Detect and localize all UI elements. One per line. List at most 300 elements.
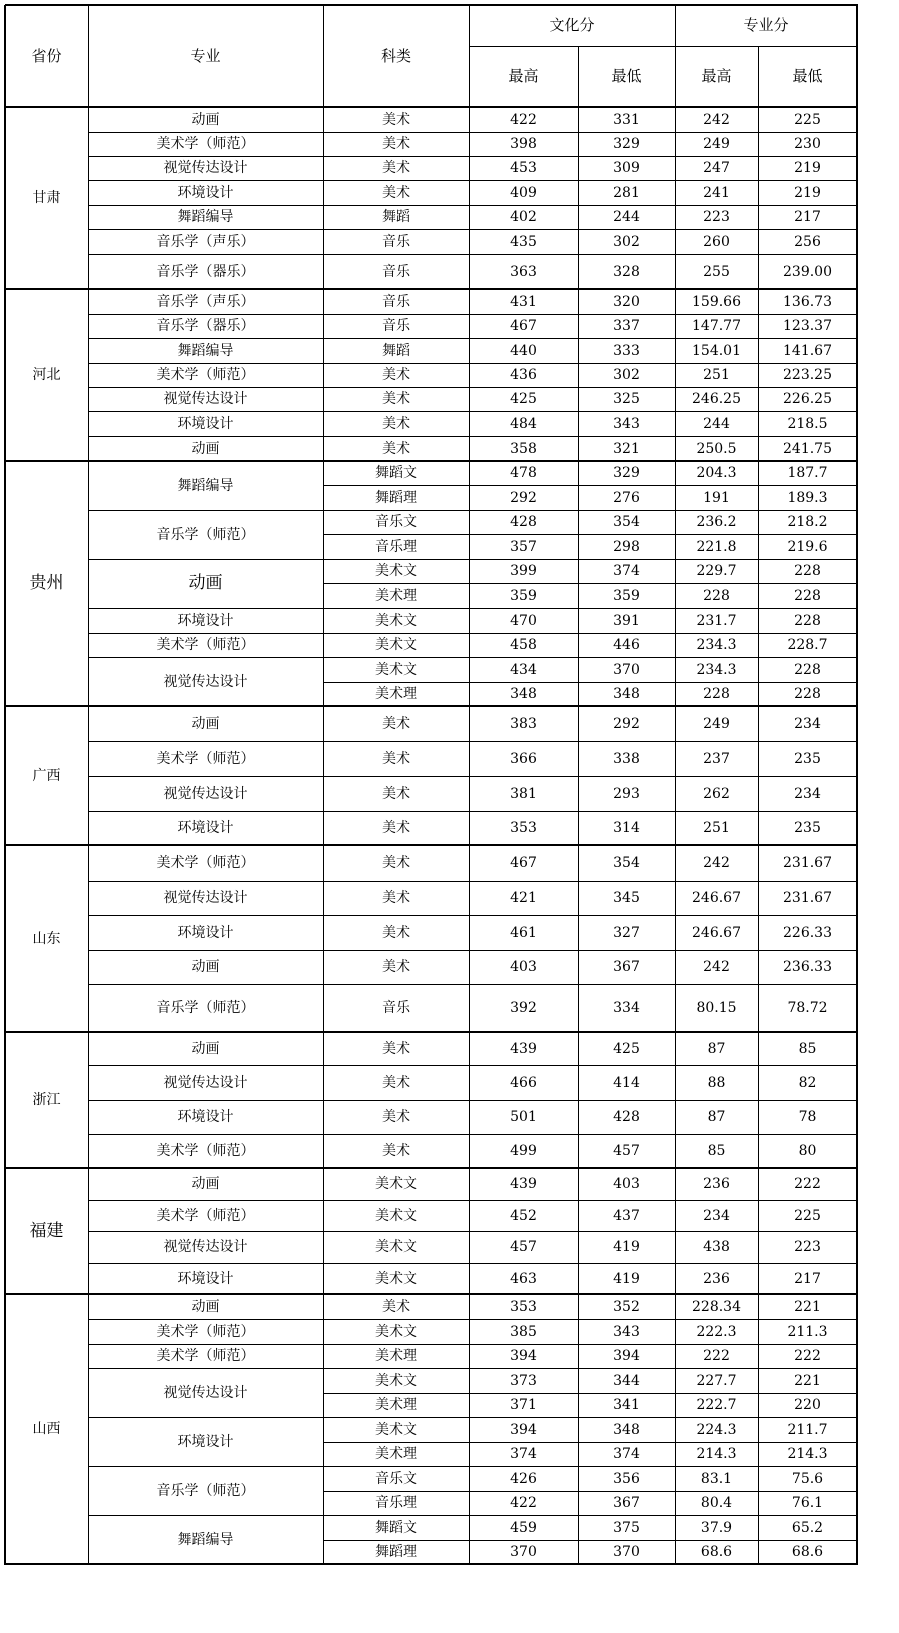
category-cell: 音乐文 bbox=[375, 514, 417, 530]
table-rule bbox=[856, 461, 858, 707]
professional-max-cell: 260 bbox=[703, 233, 730, 250]
culture-min-cell: 325 bbox=[613, 391, 640, 407]
professional-min-cell: 220 bbox=[794, 1397, 821, 1413]
category-cell: 美术文 bbox=[375, 1239, 417, 1255]
culture-min-cell: 419 bbox=[613, 1239, 640, 1255]
culture-max-cell: 434 bbox=[510, 661, 537, 678]
category-cell: 美术 bbox=[382, 750, 410, 767]
header-professional-min: 最低 bbox=[792, 67, 823, 85]
professional-max-cell: 222 bbox=[703, 1348, 730, 1364]
culture-max-cell: 366 bbox=[510, 750, 537, 767]
professional-min-cell: 211.7 bbox=[787, 1421, 828, 1438]
category-cell: 美术 bbox=[382, 367, 410, 383]
table-rule bbox=[469, 461, 470, 707]
table-rule bbox=[4, 1032, 6, 1169]
culture-min-cell: 334 bbox=[613, 1000, 640, 1016]
table-rule bbox=[323, 5, 324, 108]
culture-max-cell: 470 bbox=[510, 612, 537, 629]
culture-min-cell: 419 bbox=[613, 1270, 640, 1287]
culture-max-cell: 458 bbox=[510, 637, 537, 653]
category-cell: 音乐 bbox=[382, 318, 410, 334]
table-rule bbox=[675, 461, 676, 707]
table-rule bbox=[578, 46, 579, 108]
professional-max-cell: 236.2 bbox=[696, 514, 737, 530]
professional-min-cell: 189.3 bbox=[787, 489, 828, 506]
professional-min-cell: 65.2 bbox=[791, 1519, 824, 1536]
culture-max-cell: 440 bbox=[510, 342, 537, 359]
table-rule bbox=[675, 289, 676, 462]
culture-max-cell: 394 bbox=[510, 1348, 537, 1364]
culture-min-cell: 375 bbox=[613, 1519, 640, 1536]
table-rule bbox=[758, 1032, 759, 1169]
category-cell: 舞蹈 bbox=[382, 209, 410, 225]
professional-max-cell: 234.3 bbox=[696, 637, 737, 653]
professional-min-cell: 228 bbox=[794, 612, 821, 629]
table-rule bbox=[758, 107, 759, 290]
professional-max-cell: 242 bbox=[703, 855, 730, 871]
professional-max-cell: 255 bbox=[703, 263, 730, 280]
province-cell: 福建 bbox=[29, 1220, 64, 1241]
culture-min-cell: 367 bbox=[613, 1495, 640, 1511]
major-cell: 舞蹈编导 bbox=[177, 477, 234, 494]
table-rule bbox=[4, 289, 6, 462]
professional-max-cell: 251 bbox=[703, 367, 730, 383]
table-rule bbox=[758, 706, 759, 846]
major-cell: 美术学（师范） bbox=[156, 1323, 255, 1340]
professional-max-cell: 191 bbox=[703, 489, 730, 506]
table-rule bbox=[856, 706, 858, 846]
professional-max-cell: 249 bbox=[703, 136, 730, 152]
table-rule bbox=[323, 289, 324, 462]
culture-max-cell: 371 bbox=[510, 1397, 537, 1413]
professional-max-cell: 236 bbox=[703, 1270, 730, 1287]
table-rule bbox=[856, 5, 858, 108]
professional-max-cell: 241 bbox=[703, 184, 730, 201]
category-cell: 舞蹈文 bbox=[375, 465, 417, 481]
table-rule bbox=[469, 1294, 470, 1565]
table-rule bbox=[856, 1294, 858, 1565]
professional-min-cell: 228 bbox=[794, 661, 821, 678]
major-cell: 环境设计 bbox=[177, 612, 234, 629]
major-cell: 视觉传达设计 bbox=[163, 1239, 248, 1255]
category-cell: 音乐理 bbox=[375, 538, 417, 555]
major-cell: 音乐学（师范） bbox=[156, 1482, 255, 1499]
professional-max-cell: 223 bbox=[703, 209, 730, 225]
major-cell: 环境设计 bbox=[177, 1270, 234, 1287]
category-cell: 音乐 bbox=[382, 263, 410, 280]
category-cell: 美术 bbox=[382, 1040, 410, 1057]
culture-min-cell: 338 bbox=[613, 750, 640, 767]
culture-min-cell: 394 bbox=[613, 1348, 640, 1364]
culture-min-cell: 328 bbox=[613, 263, 640, 280]
major-cell: 视觉传达设计 bbox=[163, 1074, 248, 1091]
culture-max-cell: 422 bbox=[510, 1495, 537, 1511]
major-cell: 音乐学（器乐） bbox=[156, 318, 255, 334]
culture-max-cell: 370 bbox=[510, 1544, 537, 1560]
category-cell: 美术理 bbox=[375, 587, 417, 604]
professional-min-cell: 219 bbox=[794, 160, 821, 176]
province-cell: 山东 bbox=[32, 930, 61, 947]
category-cell: 音乐 bbox=[382, 293, 410, 310]
culture-max-cell: 484 bbox=[510, 415, 537, 432]
major-cell: 视觉传达设计 bbox=[163, 890, 248, 906]
culture-max-cell: 383 bbox=[510, 715, 537, 732]
major-cell: 动画 bbox=[191, 111, 220, 128]
table-rule bbox=[469, 5, 470, 108]
table-rule bbox=[88, 1032, 89, 1169]
professional-max-cell: 222.3 bbox=[696, 1323, 737, 1340]
culture-max-cell: 392 bbox=[510, 1000, 537, 1016]
category-cell: 美术 bbox=[382, 1298, 410, 1315]
category-cell: 美术理 bbox=[375, 1397, 417, 1413]
professional-max-cell: 87 bbox=[707, 1109, 726, 1125]
culture-min-cell: 281 bbox=[613, 184, 640, 201]
category-cell: 美术文 bbox=[375, 612, 417, 629]
category-cell: 美术 bbox=[382, 715, 410, 732]
culture-min-cell: 244 bbox=[613, 209, 640, 225]
category-cell: 美术 bbox=[382, 785, 410, 802]
category-cell: 美术 bbox=[382, 440, 410, 457]
major-cell: 美术学（师范） bbox=[156, 1143, 255, 1159]
province-cell: 浙江 bbox=[32, 1092, 61, 1108]
major-cell: 环境设计 bbox=[177, 415, 234, 432]
table-rule bbox=[675, 5, 676, 108]
professional-min-cell: 231.67 bbox=[783, 855, 832, 871]
culture-min-cell: 437 bbox=[613, 1207, 640, 1224]
category-cell: 美术 bbox=[382, 184, 410, 201]
culture-max-cell: 381 bbox=[510, 785, 537, 802]
culture-max-cell: 421 bbox=[510, 890, 537, 906]
major-cell: 动画 bbox=[191, 1040, 220, 1057]
table-rule bbox=[856, 107, 858, 290]
table-rule bbox=[675, 706, 676, 846]
professional-max-cell: 262 bbox=[703, 785, 730, 802]
culture-min-cell: 356 bbox=[613, 1470, 640, 1487]
category-cell: 美术 bbox=[382, 890, 410, 906]
culture-min-cell: 329 bbox=[613, 136, 640, 152]
category-cell: 美术 bbox=[382, 136, 410, 152]
culture-min-cell: 298 bbox=[613, 538, 640, 555]
professional-min-cell: 230 bbox=[794, 136, 821, 152]
culture-min-cell: 302 bbox=[613, 233, 640, 250]
category-cell: 美术 bbox=[382, 160, 410, 176]
culture-min-cell: 370 bbox=[613, 1544, 640, 1560]
professional-min-cell: 123.37 bbox=[783, 318, 832, 334]
culture-min-cell: 333 bbox=[613, 342, 640, 359]
category-cell: 美术 bbox=[382, 855, 410, 871]
culture-max-cell: 452 bbox=[510, 1207, 537, 1224]
professional-max-cell: 80.4 bbox=[700, 1495, 733, 1511]
table-rule bbox=[323, 706, 324, 846]
culture-min-cell: 446 bbox=[613, 637, 640, 653]
table-rule bbox=[675, 1168, 676, 1295]
category-cell: 美术文 bbox=[375, 1421, 417, 1438]
major-cell: 美术学（师范） bbox=[156, 1348, 255, 1364]
table-rule bbox=[88, 706, 89, 846]
category-cell: 美术 bbox=[382, 391, 410, 407]
culture-min-cell: 370 bbox=[613, 661, 640, 678]
header-professional-score: 专业分 bbox=[743, 16, 789, 34]
culture-max-cell: 466 bbox=[510, 1074, 537, 1091]
table-rule bbox=[4, 706, 6, 846]
major-cell: 美术学（师范） bbox=[156, 1207, 255, 1224]
category-cell: 美术 bbox=[382, 1074, 410, 1091]
professional-min-cell: 218.2 bbox=[787, 514, 828, 530]
category-cell: 美术 bbox=[382, 1143, 410, 1159]
professional-min-cell: 85 bbox=[798, 1040, 817, 1057]
culture-min-cell: 343 bbox=[613, 415, 640, 432]
culture-max-cell: 374 bbox=[510, 1446, 537, 1462]
table-rule bbox=[469, 706, 470, 846]
major-cell: 舞蹈编导 bbox=[177, 1531, 234, 1548]
major-cell: 舞蹈编导 bbox=[177, 209, 234, 225]
professional-min-cell: 136.73 bbox=[783, 293, 832, 310]
table-rule bbox=[4, 1168, 6, 1295]
table-rule bbox=[469, 1032, 470, 1169]
category-cell: 音乐 bbox=[382, 233, 410, 250]
culture-max-cell: 457 bbox=[510, 1239, 537, 1255]
professional-max-cell: 68.6 bbox=[700, 1544, 733, 1560]
culture-max-cell: 353 bbox=[510, 1298, 537, 1315]
professional-max-cell: 87 bbox=[707, 1040, 726, 1057]
table-rule bbox=[469, 107, 470, 290]
table-rule bbox=[88, 5, 89, 108]
professional-max-cell: 154.01 bbox=[692, 342, 741, 359]
category-cell: 舞蹈理 bbox=[375, 489, 417, 506]
category-cell: 美术 bbox=[382, 111, 410, 128]
table-rule bbox=[856, 1032, 858, 1169]
professional-min-cell: 187.7 bbox=[787, 465, 828, 481]
table-rule bbox=[578, 1032, 579, 1169]
header-province: 省份 bbox=[31, 46, 62, 65]
professional-max-cell: 159.66 bbox=[692, 293, 741, 310]
culture-min-cell: 457 bbox=[613, 1143, 640, 1159]
culture-max-cell: 425 bbox=[510, 391, 537, 407]
professional-max-cell: 242 bbox=[703, 111, 730, 128]
table-rule bbox=[578, 107, 579, 290]
professional-max-cell: 224.3 bbox=[696, 1421, 737, 1438]
table-rule bbox=[323, 107, 324, 290]
major-cell: 动画 bbox=[191, 959, 220, 975]
table-rule bbox=[675, 1294, 676, 1565]
professional-min-cell: 82 bbox=[798, 1074, 817, 1091]
major-cell: 动画 bbox=[191, 1298, 220, 1315]
professional-max-cell: 214.3 bbox=[696, 1446, 737, 1462]
category-cell: 美术文 bbox=[375, 661, 417, 678]
major-cell: 音乐学（声乐） bbox=[156, 233, 255, 250]
culture-max-cell: 435 bbox=[510, 233, 537, 250]
culture-max-cell: 439 bbox=[510, 1176, 537, 1192]
culture-max-cell: 292 bbox=[510, 489, 537, 506]
professional-max-cell: 227.7 bbox=[696, 1372, 737, 1389]
culture-min-cell: 374 bbox=[613, 563, 640, 579]
major-cell: 美术学（师范） bbox=[156, 637, 255, 653]
major-cell: 美术学（师范） bbox=[156, 855, 255, 871]
professional-min-cell: 226.25 bbox=[783, 391, 832, 407]
province-cell: 河北 bbox=[32, 367, 61, 383]
table-rule bbox=[675, 845, 676, 1033]
culture-min-cell: 354 bbox=[613, 514, 640, 530]
category-cell: 美术文 bbox=[375, 1323, 417, 1340]
category-cell: 美术文 bbox=[375, 563, 417, 579]
table-rule bbox=[323, 1032, 324, 1169]
category-cell: 美术 bbox=[382, 959, 410, 975]
professional-max-cell: 250.5 bbox=[696, 440, 737, 457]
culture-max-cell: 436 bbox=[510, 367, 537, 383]
category-cell: 美术 bbox=[382, 415, 410, 432]
professional-min-cell: 68.6 bbox=[791, 1544, 824, 1560]
table-rule bbox=[5, 4, 858, 6]
culture-max-cell: 409 bbox=[510, 184, 537, 201]
header-category: 科类 bbox=[380, 46, 411, 65]
culture-max-cell: 359 bbox=[510, 587, 537, 604]
professional-min-cell: 78 bbox=[798, 1109, 817, 1125]
professional-max-cell: 222.7 bbox=[696, 1397, 737, 1413]
category-cell: 音乐 bbox=[382, 1000, 410, 1016]
major-cell: 音乐学（器乐） bbox=[156, 263, 255, 280]
culture-max-cell: 461 bbox=[510, 924, 537, 941]
table-rule bbox=[88, 289, 89, 462]
culture-min-cell: 341 bbox=[613, 1397, 640, 1413]
culture-max-cell: 459 bbox=[510, 1519, 537, 1536]
professional-min-cell: 214.3 bbox=[787, 1446, 828, 1462]
culture-min-cell: 292 bbox=[613, 715, 640, 732]
culture-max-cell: 403 bbox=[510, 959, 537, 975]
professional-min-cell: 221 bbox=[794, 1298, 821, 1315]
major-cell: 美术学（师范） bbox=[156, 367, 255, 383]
header-culture-max: 最高 bbox=[508, 67, 539, 85]
professional-min-cell: 228.7 bbox=[787, 637, 828, 653]
professional-max-cell: 438 bbox=[703, 1239, 730, 1255]
major-cell: 美术学（师范） bbox=[156, 750, 255, 767]
table-rule bbox=[4, 1294, 6, 1565]
culture-min-cell: 428 bbox=[613, 1109, 640, 1125]
professional-max-cell: 249 bbox=[703, 715, 730, 732]
professional-min-cell: 239.00 bbox=[783, 263, 832, 280]
professional-min-cell: 228 bbox=[794, 587, 821, 604]
category-cell: 音乐文 bbox=[375, 1470, 417, 1487]
category-cell: 美术 bbox=[382, 924, 410, 941]
category-cell: 音乐理 bbox=[375, 1495, 417, 1511]
culture-max-cell: 399 bbox=[510, 563, 537, 579]
professional-min-cell: 75.6 bbox=[791, 1470, 824, 1487]
culture-min-cell: 344 bbox=[613, 1372, 640, 1389]
professional-min-cell: 234 bbox=[794, 785, 821, 802]
culture-max-cell: 453 bbox=[510, 160, 537, 176]
table-rule bbox=[469, 845, 470, 1033]
major-cell: 音乐学（师范） bbox=[156, 526, 255, 543]
professional-min-cell: 141.67 bbox=[783, 342, 832, 359]
culture-min-cell: 359 bbox=[613, 587, 640, 604]
major-cell: 美术学（师范） bbox=[156, 136, 255, 152]
table-rule bbox=[758, 1294, 759, 1565]
table-rule bbox=[88, 1168, 89, 1295]
major-cell: 动画 bbox=[191, 715, 220, 732]
culture-min-cell: 345 bbox=[613, 890, 640, 906]
professional-min-cell: 225 bbox=[794, 1207, 821, 1224]
table-rule bbox=[758, 1168, 759, 1295]
culture-max-cell: 428 bbox=[510, 514, 537, 530]
professional-max-cell: 246.25 bbox=[692, 391, 741, 407]
major-cell: 音乐学（师范） bbox=[156, 1000, 255, 1016]
professional-min-cell: 223 bbox=[794, 1239, 821, 1255]
culture-min-cell: 337 bbox=[613, 318, 640, 334]
culture-min-cell: 327 bbox=[613, 924, 640, 941]
professional-max-cell: 228.34 bbox=[692, 1298, 741, 1315]
culture-min-cell: 374 bbox=[613, 1446, 640, 1462]
culture-min-cell: 348 bbox=[613, 1421, 640, 1438]
culture-max-cell: 499 bbox=[510, 1143, 537, 1159]
professional-min-cell: 218.5 bbox=[787, 415, 828, 432]
category-cell: 美术文 bbox=[375, 1372, 417, 1389]
culture-max-cell: 467 bbox=[510, 318, 537, 334]
category-cell: 美术 bbox=[382, 1109, 410, 1125]
category-cell: 美术文 bbox=[375, 1270, 417, 1287]
professional-min-cell: 78.72 bbox=[787, 1000, 828, 1016]
table-rule bbox=[578, 461, 579, 707]
professional-min-cell: 219 bbox=[794, 184, 821, 201]
major-cell: 环境设计 bbox=[177, 1433, 234, 1450]
culture-min-cell: 320 bbox=[613, 293, 640, 310]
province-cell: 贵州 bbox=[29, 573, 64, 593]
table-rule bbox=[578, 289, 579, 462]
province-cell: 广西 bbox=[32, 767, 61, 784]
header-culture-min: 最低 bbox=[611, 67, 642, 85]
culture-min-cell: 425 bbox=[613, 1040, 640, 1057]
professional-min-cell: 231.67 bbox=[783, 890, 832, 906]
culture-min-cell: 403 bbox=[613, 1176, 640, 1192]
table-rule bbox=[4, 5, 6, 108]
table-rule bbox=[675, 107, 676, 290]
culture-min-cell: 414 bbox=[613, 1074, 640, 1091]
table-rule bbox=[856, 845, 858, 1033]
professional-max-cell: 80.15 bbox=[696, 1000, 737, 1016]
table-rule bbox=[323, 845, 324, 1033]
culture-max-cell: 394 bbox=[510, 1421, 537, 1438]
category-cell: 美术文 bbox=[375, 1207, 417, 1224]
table-rule bbox=[856, 1168, 858, 1295]
professional-min-cell: 256 bbox=[794, 233, 821, 250]
major-cell: 舞蹈编导 bbox=[177, 342, 234, 359]
professional-max-cell: 228 bbox=[703, 587, 730, 604]
major-cell: 视觉传达设计 bbox=[163, 1384, 248, 1401]
professional-max-cell: 88 bbox=[707, 1074, 726, 1091]
culture-max-cell: 501 bbox=[510, 1109, 537, 1125]
major-cell: 环境设计 bbox=[177, 820, 234, 836]
professional-min-cell: 235 bbox=[794, 820, 821, 836]
culture-max-cell: 353 bbox=[510, 820, 537, 836]
professional-min-cell: 211.3 bbox=[787, 1323, 828, 1340]
major-cell: 视觉传达设计 bbox=[163, 391, 248, 407]
table-rule bbox=[5, 1563, 858, 1565]
major-cell: 动画 bbox=[191, 1176, 220, 1192]
professional-max-cell: 37.9 bbox=[700, 1519, 733, 1536]
professional-min-cell: 76.1 bbox=[791, 1495, 824, 1511]
table-rule bbox=[578, 1168, 579, 1295]
table-rule bbox=[758, 289, 759, 462]
culture-max-cell: 439 bbox=[510, 1040, 537, 1057]
professional-min-cell: 217 bbox=[794, 1270, 821, 1287]
table-rule bbox=[88, 107, 89, 290]
culture-max-cell: 373 bbox=[510, 1372, 537, 1389]
major-cell: 动画 bbox=[191, 440, 220, 457]
professional-max-cell: 234 bbox=[703, 1207, 730, 1224]
professional-max-cell: 221.8 bbox=[696, 538, 737, 555]
culture-min-cell: 331 bbox=[613, 111, 640, 128]
professional-max-cell: 247 bbox=[703, 160, 730, 176]
professional-max-cell: 234.3 bbox=[696, 661, 737, 678]
culture-min-cell: 276 bbox=[613, 489, 640, 506]
